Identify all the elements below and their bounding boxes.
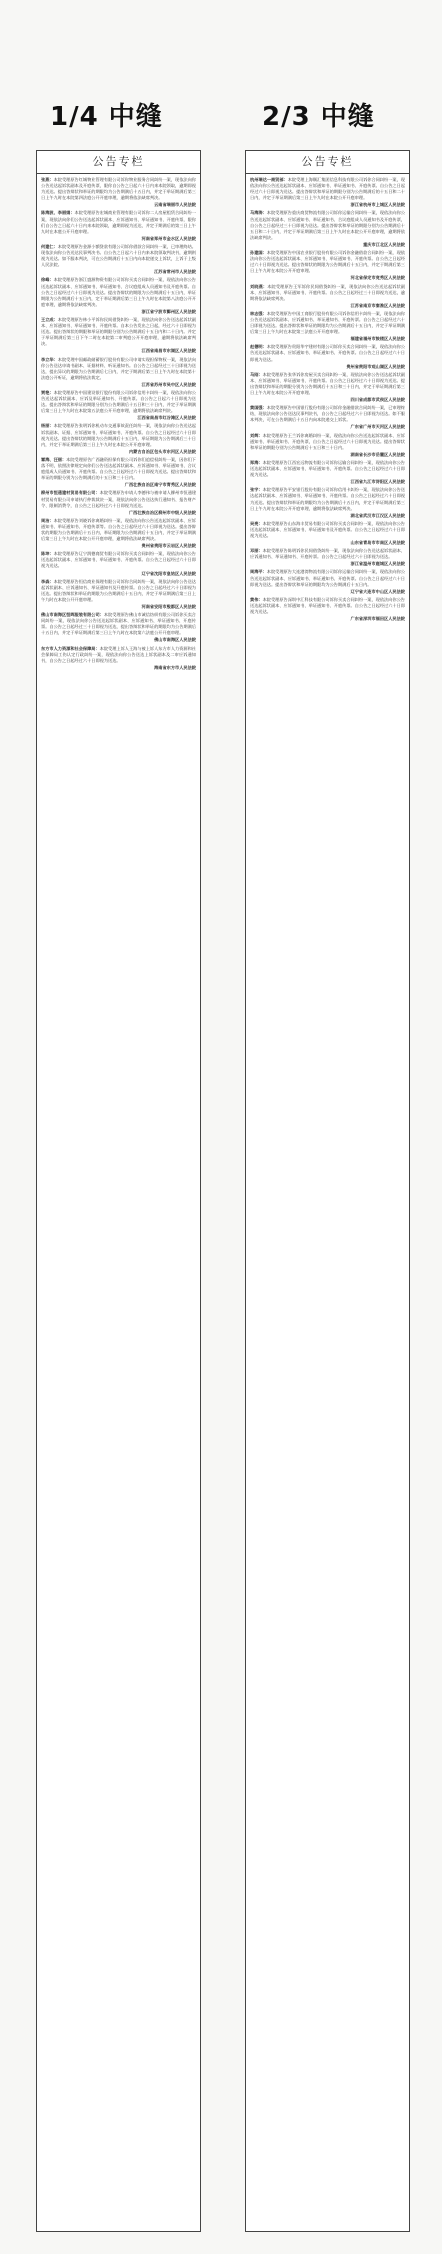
notice-addressee: 黄伟： xyxy=(250,596,263,602)
notice-body: 本院受理原告中国农业银行股份有限公司诉你金融借款合同纠纷一案，现依法向你公告送达起诉状副本、应诉通知书、举证通知书、开庭传票。自公告之日起经过六十日即视为送达。提出答辩状的期限为公告期满后十五日内，并定于期满后第三日上午九时在本院公开开庭审理。 xyxy=(250,250,405,274)
notice-court: 广西壮族自治区柳州市中级人民法院 xyxy=(128,509,196,515)
notice-court: 江西省南昌市红谷滩区人民法院 xyxy=(137,415,196,421)
notice-text xyxy=(250,405,405,423)
notice-body: 本院受理原告佛山市诚信纺织有限公司诉你买卖合同纠纷一案，现依法向你公告送达起诉状副本、应诉通知书、举证通知书、开庭传票。自公告之日起经过三十日即视为送达，提出答辩状和举证的期限均为公告期满后十五日内，并定于举证期满后第三日上午九时在本院第六法庭公开开庭审理。 xyxy=(41,612,196,636)
notice-addressee: 李立华： xyxy=(41,356,58,362)
notice-court: 贵州省贵阳市观山湖区人民法院 xyxy=(346,363,405,369)
notice-addressee: 李森： xyxy=(41,578,54,584)
notice-text xyxy=(250,597,405,615)
notice-court: 湖南省长沙市岳麓区人民法院 xyxy=(350,451,405,457)
left-notice-list xyxy=(37,174,200,677)
notice-court: 佛山市南海区人民法院 xyxy=(154,637,196,643)
notice-body: 本院受理上诉人王海与被上诉人东方市人力资源和社会保障局工伤认定行政纠纷一案，现依法向你公告送达上诉状副本及二审应诉通知书，自公告之日起经过六十日即视为送达。 xyxy=(41,645,196,663)
notice-body: 本院受理原告辽宁润德商贸有限公司诉你买卖合同纠纷一案，现依法向你公告送达起诉状副本、应诉通知书、举证通知书、开庭传票。自公告之日起经过六十日即视为送达。 xyxy=(41,551,196,569)
notice-court: 福建省福州市鼓楼区人民法院 xyxy=(350,336,405,342)
notice-body: 本院受理原告林小平诉你民间借贷纠纷一案，现依法向你公告送达起诉状副本、应诉通知书、举证通知书、开庭传票。自本公告发出之日起，经过六十日即视为送达。提出答辩状的期限和举证的期限分别为公告期满后十五日内和二十日内。并定于举证期满后第三日下午二时在本院第二审判庭公开开庭审理，逾期将依法缺席判决。 xyxy=(41,316,196,347)
notice-addressee: 林志强： xyxy=(250,310,267,316)
notice-addressee: 张宇： xyxy=(250,487,263,493)
notice-text xyxy=(41,177,196,201)
notice-addressee: 覃海、汪丽： xyxy=(41,456,67,462)
notice-addressee: 刘晓燕： xyxy=(250,283,268,289)
notice-text xyxy=(41,551,196,569)
notice-body: 本院受理原告深圳中汇科技有限公司诉你买卖合同纠纷一案，现依法向你公告送达起诉状副本、应诉通知书、举证通知书、开庭传票。自公告之日起经过六十日即视为送达。 xyxy=(250,596,405,614)
notice-text xyxy=(250,311,405,335)
notice-addressee: 孙建国： xyxy=(250,250,267,256)
notice-text xyxy=(250,284,405,302)
notice-text xyxy=(41,646,196,664)
notice-body: 本院受理原告张明诉你机动车交通事故责任纠纷一案，现依法向你公告送达起诉状副本、证据、应诉通知书、举证通知书、开庭传票。自公告之日起经过六十日即视为送达。提出答辩状的期限为公告期满后十五日内，举证期限为公告期满后三十日内，并定于举证期满后第三日上午九时在本院公开开庭审理。 xyxy=(41,423,196,447)
notice-text xyxy=(250,487,405,511)
notice-addressee: 周洁： xyxy=(41,517,54,523)
notice-text xyxy=(41,277,196,307)
notice-addressee: 马刚： xyxy=(250,371,263,377)
left-column-header: 公告专栏 xyxy=(37,151,200,174)
notice-body: 本院受理上海顺汇集团信息科技有限公司诉你合同纠纷一案，现依法向你公告送达起诉状副本、应诉通知书、举证通知书、开庭传票。自公告之日起经过六十日即视为送达。提出答辩状和举证的期限分别为公告期满后的十五日和二十日内，并定于举证期满后第三日上午九时在本院公开开庭审理。 xyxy=(250,177,405,201)
notice-court: 河南省郑州市金水区人民法院 xyxy=(141,235,196,241)
notice-body: 本院受理原告平安银行股份有限公司诉你信用卡纠纷一案，现依法向你公告送达起诉状副本、应诉通知书、举证通知书、开庭传票。自公告之日起经过六十日即视为送达。提出答辩状和举证的期限均为公告期满后十五日内，并定于举证期满后第三日上午九时在本院公开开庭审理，逾期将依法缺席判决。 xyxy=(250,487,405,511)
notice-addressee: 杨丽： xyxy=(41,423,54,429)
notice-text xyxy=(250,250,405,274)
notice-addressee: 佛山市南海区恒晖服装有限公司： xyxy=(41,612,104,618)
notice-addressee: 吴亮： xyxy=(250,520,263,526)
notice-court: 广西壮族自治区南宁市青秀区人民法院 xyxy=(124,482,196,488)
notice-addressee: 王立成： xyxy=(41,316,58,322)
notice-court: 四川省成都市武侯区人民法院 xyxy=(350,397,405,403)
notice-text xyxy=(41,210,196,234)
notice-text xyxy=(41,457,196,481)
notice-court: 海南省东方市人民法院 xyxy=(154,664,196,670)
notice-body: 本院受理原告浙江盛源物资有限公司诉你买卖合同纠纷一案，现依法向你公告送达起诉状副本、应诉通知书、举证通知书、合议庭组成人员通知书及开庭传票。自公告之日起经过六十日即视为送达。提出答辩状的期限为公告期满后十五日内，举证期限为公告期满后十五日内，定于举证期满后第三日上午九时在本院第八法庭公开开庭审理，逾期将依法缺席判决。 xyxy=(41,277,196,307)
notice-court: 内蒙古自治区包头市东河区人民法院 xyxy=(128,448,196,454)
notice-body: 本院受理原告宏城商业管理有限公司诉你二人房屋租赁合同纠纷一案，现依法向你们公告送达起诉状副本、应诉通知书、举证通知书、开庭传票，限你们自公告之日起六十日内来本院领取，逾期即视为送达，并定于期满后的第三日上午九时在本庭公开开庭审理。 xyxy=(41,210,196,234)
notice-addressee: 张燕： xyxy=(41,177,54,182)
notice-text xyxy=(250,344,405,362)
notice-body: 本院受理原告中国银行股份有限公司诉你金融借款合同纠纷一案，已审理终结，现依法向你公告送达民事判决书，自公告之日起经过六十日即视为送达。如不服本判决，可在公告期满后十五日内向本院递交上诉状。 xyxy=(250,405,405,423)
notice-addressee: 东方市人力资源和社会保障局： xyxy=(41,645,100,651)
notice-court: 辽宁省沈阳市皇姑区人民法院 xyxy=(141,570,196,576)
notice-text xyxy=(250,433,405,451)
notice-body: 本院受理原告中国工商银行股份有限公司诉你信用卡纠纷一案，现依法向你公告送达起诉状副本、应诉通知书、举证通知书、开庭传票。自公告之日起经过六十日即视为送达。提出答辩状和举证的期限均为公告期满后十五日内，并定于举证期满后第三日上午九时在本院第三法庭公开开庭审理。 xyxy=(250,310,405,335)
notice-addressee: 贾艳： xyxy=(41,390,54,395)
notice-addressee: 徐峰： xyxy=(41,277,54,283)
notice-addressee: 郑海： xyxy=(250,459,263,465)
notice-addressee: 马海涛： xyxy=(250,210,267,216)
notice-court: 浙江省杭州市上城区人民法院 xyxy=(350,202,405,208)
notice-body: 本院受理原告陈明诉你民间借贷纠纷一案，现依法向你公告送达起诉状副本、应诉通知书、举证通知书、开庭传票。自公告之日起经过六十日即视为送达。 xyxy=(250,548,405,560)
notice-text xyxy=(250,372,405,396)
notice-addressee: 邓丽： xyxy=(250,548,263,554)
notice-court: 广东省深圳市福田区人民法院 xyxy=(350,616,405,622)
right-column-title: 2/3 中缝 xyxy=(262,102,375,132)
notice-addressee: 黄国强： xyxy=(250,405,267,411)
notice-court: 河北省保定市竞秀区人民法院 xyxy=(350,275,405,281)
notice-addressee: 赵德明： xyxy=(250,344,267,350)
notice-text xyxy=(250,177,405,201)
notice-body: 本院受理原告中国建设银行股份有限公司诉你信用卡纠纷一案，现依法向你公告送达起诉状副本、应诉及举证通知书、开庭传票。自公告之日起六十日即视为送达。提出答辩状和举证的期限分别为公告期满后十五日和三十日内，并定于举证期满后第三日上午九时在本院第五法庭公开开庭审理，逾期将依法缺席判决。 xyxy=(41,390,196,414)
notice-text xyxy=(41,390,196,414)
notice-body: 本院受理原告恒信商业保理有限公司诉你合同纠纷一案，现依法向你公告送达起诉状副本、应诉通知书、举证通知书及开庭传票。自公告之日起经过六十日即视为送达。提出答辩状和举证的期限为公告期满后十五日内，并定于举证期满后第三日上午九时在本院公开开庭审理。 xyxy=(41,578,196,602)
notice-addressee: 陈海波、李丽娟： xyxy=(41,210,75,216)
notice-text xyxy=(41,579,196,603)
notice-text xyxy=(250,521,405,539)
notice-court: 河南省安阳市殷都区人民法院 xyxy=(141,604,196,609)
notice-addressee: 周海平： xyxy=(250,569,267,575)
notice-court: 江苏省南京市秦淮区人民法院 xyxy=(350,302,405,308)
notice-court: 江西省南昌市东湖区人民法院 xyxy=(141,348,196,354)
notice-text xyxy=(41,244,196,268)
notice-court: 广东省广州市天河区人民法院 xyxy=(350,424,405,430)
notice-text xyxy=(41,490,196,508)
left-column-title: 1/4 中缝 xyxy=(50,102,163,132)
notice-court: 云南省瑞丽市人民法院 xyxy=(154,202,196,208)
notice-body: 本院受理原告王兰诉你离婚纠纷一案，现依法向你公告送达起诉状副本、应诉通知书、举证通知书、开庭传票，自公告之日起经过六十日即视为送达。提出答辩状和举证的期限分别为公告期满后十五日和三十日内。 xyxy=(250,432,405,450)
notice-addressee: 柳州市恒通建材贸易有限公司： xyxy=(41,490,100,496)
notice-addressee: 陈坤： xyxy=(41,551,54,557)
notice-body: 本院受理原告申请人李德伟与被申请人柳州市恒通建材贸易有限公司申请执行仲裁裁决一案，现依法向你公告送达执行通知书、报告财产令、限制消费令，自公告之日起经过六十日即视为送达。 xyxy=(41,490,196,508)
notice-body: 本院受理原告贵阳华宇建材有限公司诉你买卖合同纠纷一案，现依法向你公告送达起诉状副本、应诉通知书、举证通知书、开庭传票。自公告之日起经过六十日即视为送达。 xyxy=(250,344,405,362)
notice-body: 本院受理原告江西宏远物流有限公司诉你运输合同纠纷一案，现依法向你公告送达起诉状副本、应诉通知书、举证通知书、开庭传票。自公告之日起经过六十日即视为送达。 xyxy=(250,459,405,478)
notice-addressee: 杭州瑞达一商贸部： xyxy=(250,177,288,182)
notice-court: 江西省九江市浔阳区人民法院 xyxy=(350,479,405,485)
left-notice-column xyxy=(36,150,201,2232)
notice-text xyxy=(41,518,196,542)
notice-text xyxy=(41,612,196,636)
notice-body: 本院受理原告金源小额贷款有限公司诉你借款合同纠纷一案，已审理终结。现依法向你公告送达民事判决书。自公告之日起六十日内来本院领取判决书，逾期则视为送达。如不服本判决，可在公告期满后十五日内向本院递交上诉状，上诉于上级人民法院。 xyxy=(41,243,196,268)
notice-body: 本院受理原告刘晓诉你离婚纠纷一案，现依法向你公告送达起诉状副本、应诉通知书、举证通知书、开庭传票等。自公告之日起经过六十日即视为送达。提出答辩状的期限为公告期满后十五日内，举证期限为公告期满后十五日内，并定于举证期满后第三日上午九时在本院公开开庭审理，逾期将依法缺席判决。 xyxy=(41,517,196,542)
notice-court: 浙江省宁波市鄞州区人民法院 xyxy=(141,308,196,314)
notice-text xyxy=(41,357,196,381)
notice-body: 本院受理原告王军诉你民间借贷纠纷一案，现依法向你公告送达起诉状副本、应诉通知书、举证通知书、开庭传票。自公告之日起经过三十日即视为送达，逾期将依法缺席判决。 xyxy=(250,283,405,301)
notice-body: 本院受理原告红城物业管理有限公司诉你物业服务合同纠纷一案，现依法向你公告送达起诉状副本及开庭传票，限你自公告之日起六十日内来本院领取，逾期即视为送达。提出答辩状和举证的期限均为公告期满后十五日内，并定于举证期满后第三日上午九时在本院第四法庭公开开庭审理，逾期将依法缺席判决。 xyxy=(41,177,196,201)
notice-text xyxy=(250,210,405,240)
notice-court: 湖北省武汉市江汉区人民法院 xyxy=(350,512,405,518)
notice-court: 贵州省贵阳市云岩区人民法院 xyxy=(141,543,196,549)
notice-body: 本院受理原告重庆商贸物流有限公司诉你运输合同纠纷一案，现依法向你公告送达起诉状副本、应诉通知书、举证通知书、合议庭组成人员通知书及开庭传票，自公告之日起经过三十日即视为送达。提出答辩状和举证的期限分别为公告期满后十五日和二十日内，并定于举证期满后第三日上午九时在本院公开开庭审理，逾期将依法缺席判决。 xyxy=(250,210,405,240)
notice-court: 江苏省苏州市吴中区人民法院 xyxy=(141,381,196,387)
right-column-header: 公告专栏 xyxy=(246,151,409,174)
notice-body: 本院受理原告张华诉你房屋买卖合同纠纷一案，现依法向你公告送达起诉状副本、应诉通知书、举证通知书、开庭传票。自公告之日起经过六十日即视为送达。提出答辩状和举证的期限分别为公告期满后十五日和三十日内，并定于举证期满后第三日上午九时在本院公开开庭审理。 xyxy=(250,371,405,395)
notice-text xyxy=(41,317,196,347)
notice-addressee: 何建仁： xyxy=(41,243,58,249)
right-notice-list xyxy=(246,174,409,628)
notice-body: 本院受理原告大连港湾物流有限公司诉你运输合同纠纷一案，现依法向你公告送达起诉状副本、应诉通知书、举证通知书、开庭传票。自公告之日起经过六十日即视为送达。提出答辩状和举证的期限均为公告期满后十五日内。 xyxy=(250,569,405,587)
notice-court: 辽宁省大连市中山区人民法院 xyxy=(350,588,405,594)
right-notice-column xyxy=(245,150,410,2232)
notice-text xyxy=(250,548,405,560)
notice-text xyxy=(250,569,405,587)
notice-text xyxy=(41,423,196,447)
notice-text xyxy=(250,460,405,478)
notice-body: 本院受理中国邮政储蓄银行股份有限公司申请实现担保物权一案，现依法向你公告送达申请书副本、证据材料、听证通知书。自公告之日起经过三十日即视为送达，提出异议的期限为公告期满后七日内，并定于期满后第三日上午九时在本院第十法庭公开听证，逾期将依法裁定。 xyxy=(41,356,196,380)
notice-court: 浙江省温州市鹿城区人民法院 xyxy=(350,561,405,567)
notice-body: 本院受理原告山东海丰贸易有限公司诉你买卖合同纠纷一案，现依法向你公告送达起诉状副本、应诉通知书、举证通知书及开庭传票。自公告之日起经过六十日即视为送达。 xyxy=(250,520,405,538)
notice-court: 山东省青岛市市南区人民法院 xyxy=(350,540,405,546)
notice-court: 江苏省常州市人民法院 xyxy=(154,269,196,275)
notice-body: 本院受理原告广西融资担保有限公司诉你们追偿权纠纷一案，因你们下落不明，依照法律规定向你们公告送达起诉状副本、应诉通知书、举证通知书、合议庭组成人员通知书、开庭传票。自公告之日起经过六十日即视为送达。提出答辩状和举证的期限分别为公告期满后的十五日和三十日内。 xyxy=(41,456,196,481)
notice-court: 重庆市江北区人民法院 xyxy=(363,241,405,247)
notice-addressee: 刘辉： xyxy=(250,432,263,438)
